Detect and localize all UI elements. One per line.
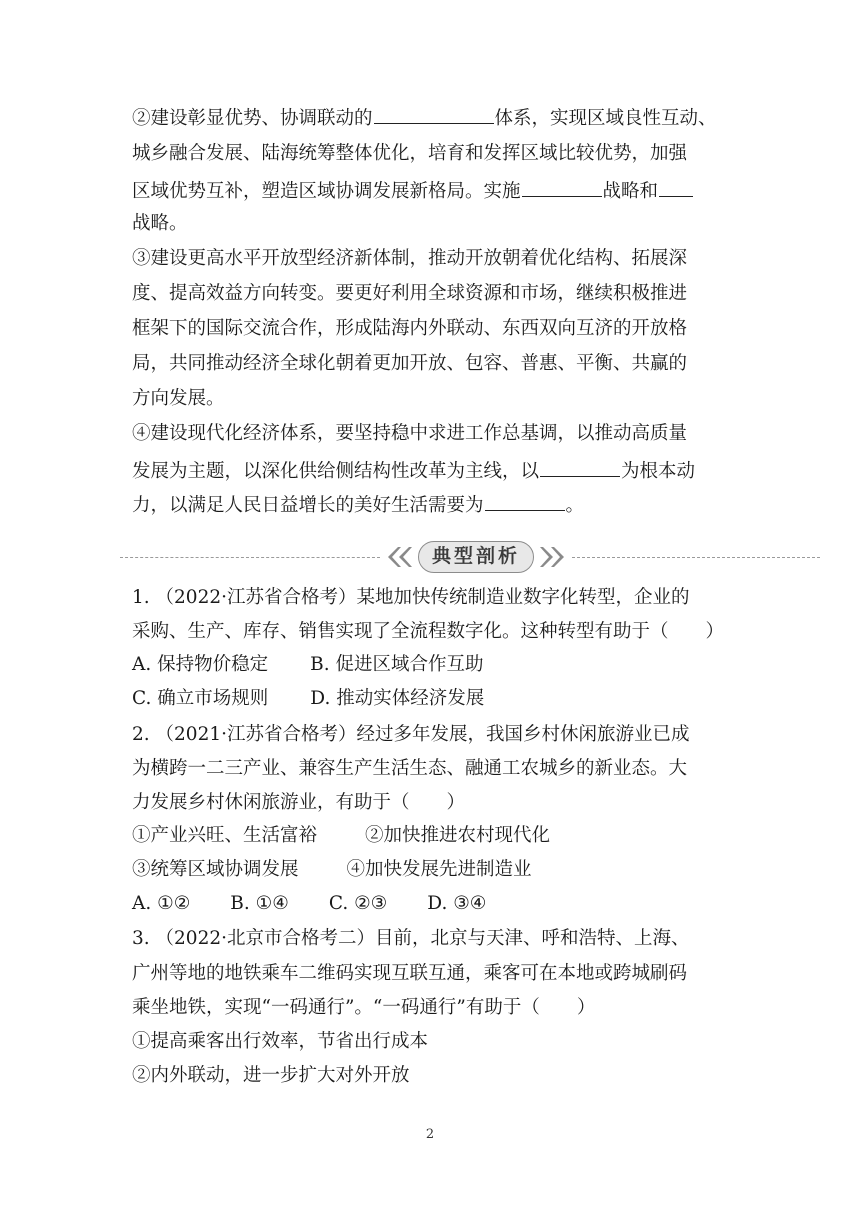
section-banner	[382, 539, 570, 575]
para3-line1: ③建设更高水平开放型经济新体制，推动开放朝着优化结构、拓展深	[132, 248, 688, 269]
para4-line3	[132, 492, 732, 518]
option-b[interactable]: B. 促进区域合作互助	[310, 654, 484, 675]
divider-line-right	[572, 557, 820, 558]
para3-line3: 框架下的国际交流合作，形成陆海内外联动、东西双向互济的开放格	[132, 318, 688, 339]
statement-1: ①产业兴旺、生活富裕	[132, 825, 318, 846]
page-number: 2	[425, 1127, 435, 1142]
statement-4: ④加快发展先进制造业	[346, 859, 532, 880]
para2-line1	[132, 105, 732, 131]
para4-line2	[132, 458, 732, 484]
para4-text: 发展为主题，以深化供给侧结构性改革为主线，以	[132, 461, 540, 482]
fill-blank[interactable]	[522, 178, 602, 197]
q3-stem-line3: 乘坐地铁，实现“一码通行”。“一码通行”有助于（ ）	[132, 997, 596, 1018]
para4-text: 力，以满足人民日益增长的美好生活需要为	[132, 495, 484, 516]
section-divider	[120, 537, 820, 577]
para3-line2: 度、提高效益方向转变。要更好利用全球资源和市场，继续积极推进	[132, 283, 688, 304]
para2-text: ②建设彰显优势、协调联动的	[132, 108, 373, 129]
statement-2: ②加快推进农村现代化	[365, 825, 551, 846]
q1-options-row2	[132, 687, 732, 711]
option-c[interactable]: C. ②③	[328, 893, 388, 914]
section-title: 典型剖析	[418, 541, 534, 573]
q3-statement-2: ②内外联动，进一步扩大对外开放	[132, 1065, 410, 1086]
para2-line3	[132, 178, 732, 204]
para2-text: 战略和	[602, 181, 659, 202]
q3-stem-line1: 3. （2022·北京市合格考二）目前，北京与天津、呼和浩特、上海、	[132, 928, 690, 949]
q2-options-row	[132, 892, 732, 916]
divider-line-left	[120, 557, 380, 558]
q1-stem-line2: 采购、生产、库存、销售实现了全流程数字化。这种转型有助于（ ）	[132, 621, 725, 642]
option-d[interactable]: D. ③④	[427, 893, 487, 914]
para4-text: 。	[565, 495, 585, 516]
fill-blank[interactable]	[540, 458, 620, 477]
para2-text: 体系，实现区域良性互动、	[494, 108, 717, 129]
q3-stem-line2: 广州等地的地铁乘车二维码实现互联互通，乘客可在本地或跨城刷码	[132, 963, 688, 984]
double-chevron-left-icon	[384, 545, 414, 569]
para2-line2: 城乡融合发展、陆海统筹整体优化，培育和发挥区域比较优势，加强	[132, 143, 688, 164]
option-b[interactable]: B. ①④	[230, 893, 289, 914]
para4-text: 为根本动	[621, 461, 696, 482]
para3-line4: 局，共同推动经济全球化朝着更加开放、包容、普惠、平衡、共赢的	[132, 353, 688, 374]
para4-line1: ④建设现代化经济体系，要坚持稳中求进工作总基调，以推动高质量	[132, 423, 688, 444]
para3-line5: 方向发展。	[132, 388, 225, 409]
fill-blank[interactable]	[659, 178, 693, 197]
para2-line4: 战略。	[132, 213, 188, 234]
option-a[interactable]: A. 保持物价稳定	[132, 654, 269, 675]
option-c[interactable]: C. 确立市场规则	[132, 688, 269, 709]
option-a[interactable]: A. ①②	[132, 893, 191, 914]
option-d[interactable]: D. 推动实体经济发展	[310, 688, 485, 709]
statement-3: ③统筹区域协调发展	[132, 859, 299, 880]
fill-blank[interactable]	[374, 105, 494, 124]
q1-stem-line1: 1. （2022·江苏省合格考）某地加快传统制造业数字化转型，企业的	[132, 587, 690, 608]
q2-stem-line1: 2. （2021·江苏省合格考）经过多年发展，我国乡村休闲旅游业已成	[132, 724, 690, 745]
q2-stem-line2: 为横跨一二三产业、兼容生产生活生态、融通工农城乡的新业态。大	[132, 758, 688, 779]
para2-text: 区域优势互补，塑造区域协调发展新格局。实施	[132, 181, 521, 202]
fill-blank[interactable]	[485, 492, 565, 511]
q2-statements-row2	[132, 858, 732, 882]
double-chevron-right-icon	[538, 545, 568, 569]
q3-statement-1: ①提高乘客出行效率，节省出行成本	[132, 1031, 429, 1052]
q2-statements-row1	[132, 824, 732, 848]
q2-stem-line3: 力发展乡村休闲旅游业，有助于（ ）	[132, 792, 466, 813]
q1-options-row1	[132, 653, 732, 677]
